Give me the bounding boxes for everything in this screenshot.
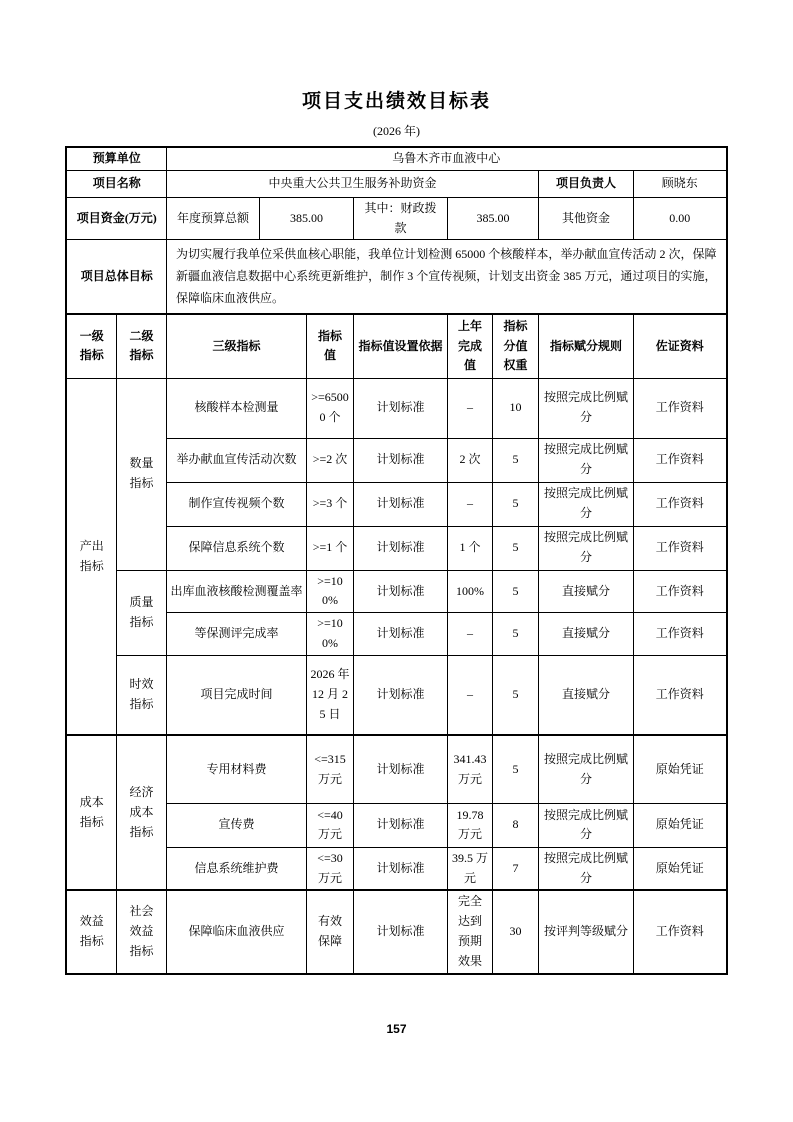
level2-quality: 质量指标 <box>116 570 166 655</box>
level1-benefit: 效益指标 <box>66 890 116 973</box>
indicator-rule: 按照完成比例赋分 <box>539 803 634 847</box>
indicator-basis: 计划标准 <box>354 526 448 570</box>
indicator-name: 专用材料费 <box>167 735 307 803</box>
indicator-target: >=1 个 <box>307 526 354 570</box>
indicator-target: >=2 次 <box>307 438 354 482</box>
indicator-target: >=3 个 <box>307 482 354 526</box>
other-funds-value: 0.00 <box>634 197 727 240</box>
indicator-weight: 5 <box>493 482 539 526</box>
table-row <box>66 378 726 438</box>
indicator-weight: 30 <box>493 890 539 973</box>
indicator-basis: 计划标准 <box>354 613 448 656</box>
indicator-evidence: 工作资料 <box>634 655 727 735</box>
indicator-name: 项目完成时间 <box>167 655 307 735</box>
indicator-target: 有效保障 <box>307 890 354 973</box>
budget-unit-value: 乌鲁木齐市血液中心 <box>167 147 727 170</box>
indicator-prev: 1 个 <box>448 526 493 570</box>
project-name-label: 项目名称 <box>66 170 166 197</box>
indicator-basis: 计划标准 <box>354 735 448 803</box>
indicator-weight: 7 <box>493 847 539 890</box>
indicator-prev: – <box>448 378 493 438</box>
indicator-weight: 5 <box>493 438 539 482</box>
indicator-target: <=30 万元 <box>307 847 354 890</box>
project-funds-label: 项目资金(万元) <box>66 197 166 240</box>
level2-social-benefit: 社会效益指标 <box>116 890 166 973</box>
indicator-name: 出库血液核酸检测覆盖率 <box>167 570 307 613</box>
page-number: 157 <box>386 1022 407 1036</box>
indicator-prev: 2 次 <box>448 438 493 482</box>
other-funds-label: 其他资金 <box>539 197 634 240</box>
indicator-basis: 计划标准 <box>354 438 448 482</box>
overall-goal-label: 项目总体目标 <box>66 240 166 314</box>
indicator-target: <=315 万元 <box>307 735 354 803</box>
indicator-basis: 计划标准 <box>354 570 448 613</box>
header-level3: 三级指标 <box>167 314 307 378</box>
indicator-rule: 按照完成比例赋分 <box>539 526 634 570</box>
indicator-weight: 5 <box>493 613 539 656</box>
indicator-prev: 39.5 万元 <box>448 847 493 890</box>
indicator-basis: 计划标准 <box>354 803 448 847</box>
indicator-name: 等保测评完成率 <box>167 613 307 656</box>
page-subtitle: (2026 年) <box>373 124 420 138</box>
indicator-evidence: 工作资料 <box>634 890 727 973</box>
annual-budget-label: 年度预算总额 <box>167 197 260 240</box>
indicator-name: 信息系统维护费 <box>167 847 307 890</box>
indicator-rule: 按照完成比例赋分 <box>539 482 634 526</box>
header-level1: 一级指标 <box>66 314 116 378</box>
indicator-evidence: 原始凭证 <box>634 735 727 803</box>
budget-unit-label: 预算单位 <box>66 147 166 170</box>
level1-cost: 成本指标 <box>66 735 116 890</box>
header-rule: 指标赋分规则 <box>539 314 634 378</box>
indicator-rule: 直接赋分 <box>539 570 634 613</box>
page-title: 项目支出绩效目标表 <box>301 91 491 112</box>
level1-output: 产出指标 <box>66 378 116 735</box>
indicator-evidence: 工作资料 <box>634 570 727 613</box>
indicator-rule: 按照完成比例赋分 <box>539 438 634 482</box>
project-leader-value: 顾晓东 <box>634 170 727 197</box>
table-row <box>66 655 726 735</box>
overall-goal-text: 为切实履行我单位采供血核心职能，我单位计划检测 65000 个核酸样本，举办献血宣传活动 2 次，保障新疆血液信息数据中心系统更新维护，制作 3 个宣传视频，计划支出资金 385 万元，通过项目的实施，保障临床血液供应。 <box>167 240 727 314</box>
indicator-evidence: 工作资料 <box>634 526 727 570</box>
project-leader-label: 项目负责人 <box>539 170 634 197</box>
header-basis: 指标值设置依据 <box>354 314 448 378</box>
indicator-name: 举办献血宣传活动次数 <box>167 438 307 482</box>
indicator-name: 制作宣传视频个数 <box>167 482 307 526</box>
fiscal-allocation-value: 385.00 <box>448 197 539 240</box>
indicator-prev: 19.78 万元 <box>448 803 493 847</box>
indicator-evidence: 原始凭证 <box>634 847 727 890</box>
level2-economic-cost: 经济成本指标 <box>116 735 166 890</box>
indicator-weight: 5 <box>493 655 539 735</box>
indicator-rule: 按照完成比例赋分 <box>539 378 634 438</box>
header-weight: 指标分值权重 <box>493 314 539 378</box>
header-target: 指标值 <box>307 314 354 378</box>
indicator-basis: 计划标准 <box>354 847 448 890</box>
annual-budget-value: 385.00 <box>260 197 354 240</box>
indicator-weight: 8 <box>493 803 539 847</box>
indicator-target: >=100% <box>307 570 354 613</box>
indicator-basis: 计划标准 <box>354 482 448 526</box>
indicator-name: 核酸样本检测量 <box>167 378 307 438</box>
project-name-value: 中央重大公共卫生服务补助资金 <box>167 170 539 197</box>
indicator-weight: 5 <box>493 526 539 570</box>
indicator-weight: 10 <box>493 378 539 438</box>
indicator-prev: – <box>448 613 493 656</box>
indicator-rule: 按照完成比例赋分 <box>539 735 634 803</box>
indicator-rule: 按评判等级赋分 <box>539 890 634 973</box>
indicator-rule: 直接赋分 <box>539 655 634 735</box>
header-evidence: 佐证资料 <box>634 314 727 378</box>
indicator-basis: 计划标准 <box>354 655 448 735</box>
indicator-prev: 341.43 万元 <box>448 735 493 803</box>
indicator-evidence: 工作资料 <box>634 438 727 482</box>
indicator-target: >=100% <box>307 613 354 656</box>
indicator-evidence: 原始凭证 <box>634 803 727 847</box>
table-row <box>66 735 726 803</box>
header-prev: 上年完成值 <box>448 314 493 378</box>
level2-timeliness: 时效指标 <box>116 655 166 735</box>
table-row <box>66 890 726 973</box>
indicator-evidence: 工作资料 <box>634 378 727 438</box>
indicator-basis: 计划标准 <box>354 890 448 973</box>
indicator-target: <=40 万元 <box>307 803 354 847</box>
indicator-target: 2026 年 12 月 25 日 <box>307 655 354 735</box>
indicator-name: 保障信息系统个数 <box>167 526 307 570</box>
indicator-name: 保障临床血液供应 <box>167 890 307 973</box>
performance-target-table <box>65 146 727 975</box>
indicator-basis: 计划标准 <box>354 378 448 438</box>
indicator-prev: 完全达到预期效果 <box>448 890 493 973</box>
level2-quantity: 数量指标 <box>116 378 166 570</box>
indicator-prev: 100% <box>448 570 493 613</box>
indicator-rule: 直接赋分 <box>539 613 634 656</box>
indicator-evidence: 工作资料 <box>634 482 727 526</box>
indicator-evidence: 工作资料 <box>634 613 727 656</box>
table-row <box>66 570 726 613</box>
indicator-rule: 按照完成比例赋分 <box>539 847 634 890</box>
fiscal-allocation-label: 其中：财政拨款 <box>354 197 448 240</box>
indicator-weight: 5 <box>493 735 539 803</box>
header-level2: 二级指标 <box>116 314 166 378</box>
indicator-prev: – <box>448 482 493 526</box>
indicator-name: 宣传费 <box>167 803 307 847</box>
indicator-weight: 5 <box>493 570 539 613</box>
indicator-prev: – <box>448 655 493 735</box>
indicator-target: >=65000 个 <box>307 378 354 438</box>
